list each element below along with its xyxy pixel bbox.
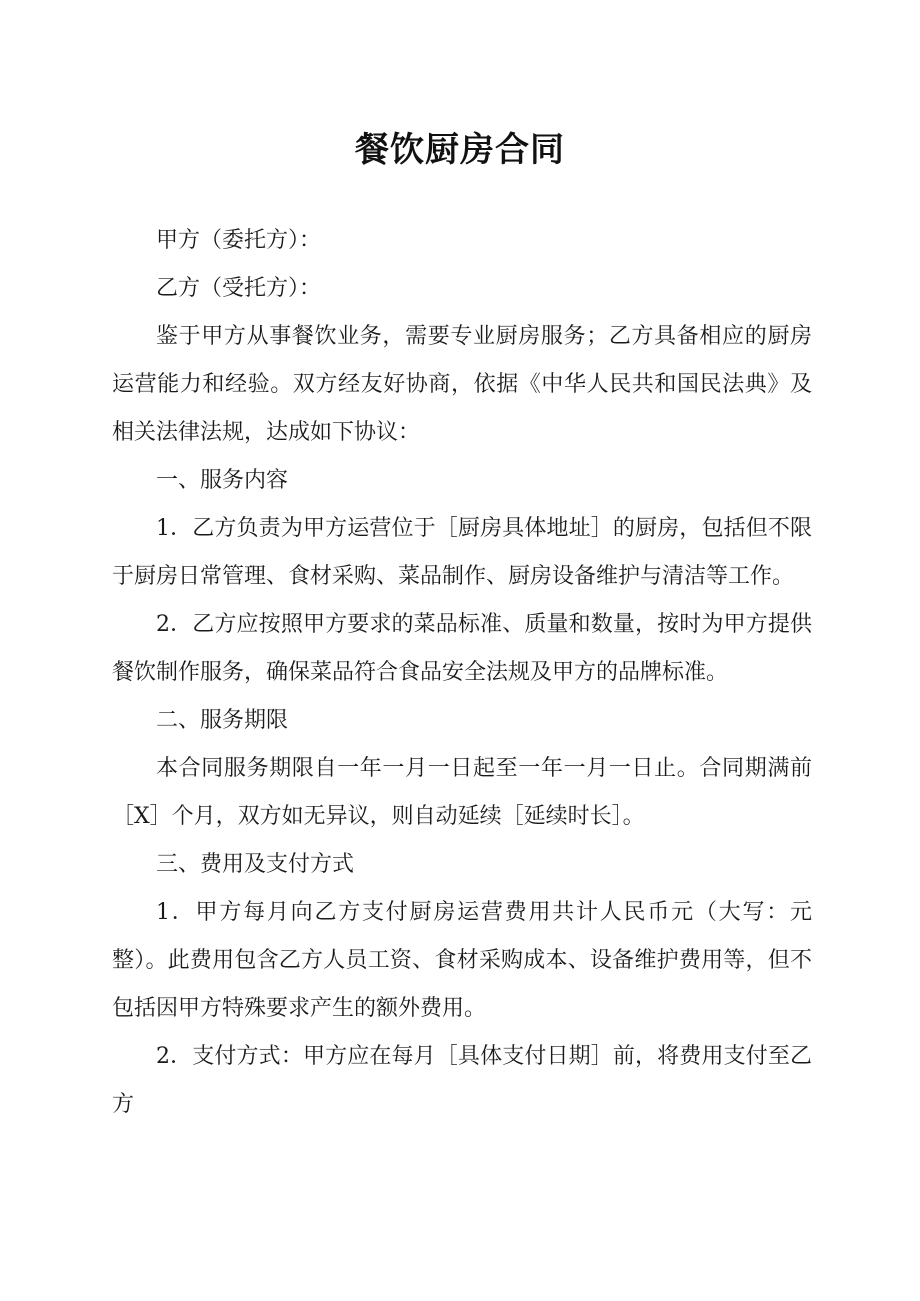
section-3-heading: 三、费用及支付方式: [156, 852, 355, 877]
party-a-line: 甲方（委托方）：: [156, 228, 322, 253]
document-title: 餐饮厨房合同: [355, 130, 565, 170]
section-3-item-1: 1．甲方每月向乙方支付厨房运营费用共计人民币元（大写：元整）。此费用包含乙方人员工资、食材采购成本、设备维护费用等，但不包括因甲方特殊要求产生的额外费用。: [112, 900, 812, 1021]
party-b-line: 乙方（受托方）：: [156, 276, 322, 301]
preamble-paragraph: 鉴于甲方从事餐饮业务，需要专业厨房服务；乙方具备相应的厨房运营能力和经验。双方经友好协商，依据《中华人民共和国民法典》及相关法律法规，达成如下协议：: [112, 324, 812, 445]
document-body: [112, 217, 812, 1129]
section-1-item-1: 1．乙方负责为甲方运营位于［厨房具体地址］的厨房，包括但不限于厨房日常管理、食材采购、菜品制作、厨房设备维护与清洁等工作。: [112, 516, 812, 589]
section-2-heading: 二、服务期限: [156, 708, 289, 733]
section-1-heading: 一、服务内容: [156, 468, 289, 493]
section-1-item-2: 2．乙方应按照甲方要求的菜品标准、质量和数量，按时为甲方提供餐饮制作服务，确保菜品符合食品安全法规及甲方的品牌标准。: [112, 612, 812, 685]
section-2-paragraph: 本合同服务期限自一年一月一日起至一年一月一日止。合同期满前［X］个月，双方如无异议，则自动延续［延续时长］。: [112, 756, 812, 829]
section-3-item-2: 2．支付方式：甲方应在每月［具体支付日期］前，将费用支付至乙方: [112, 1044, 812, 1117]
